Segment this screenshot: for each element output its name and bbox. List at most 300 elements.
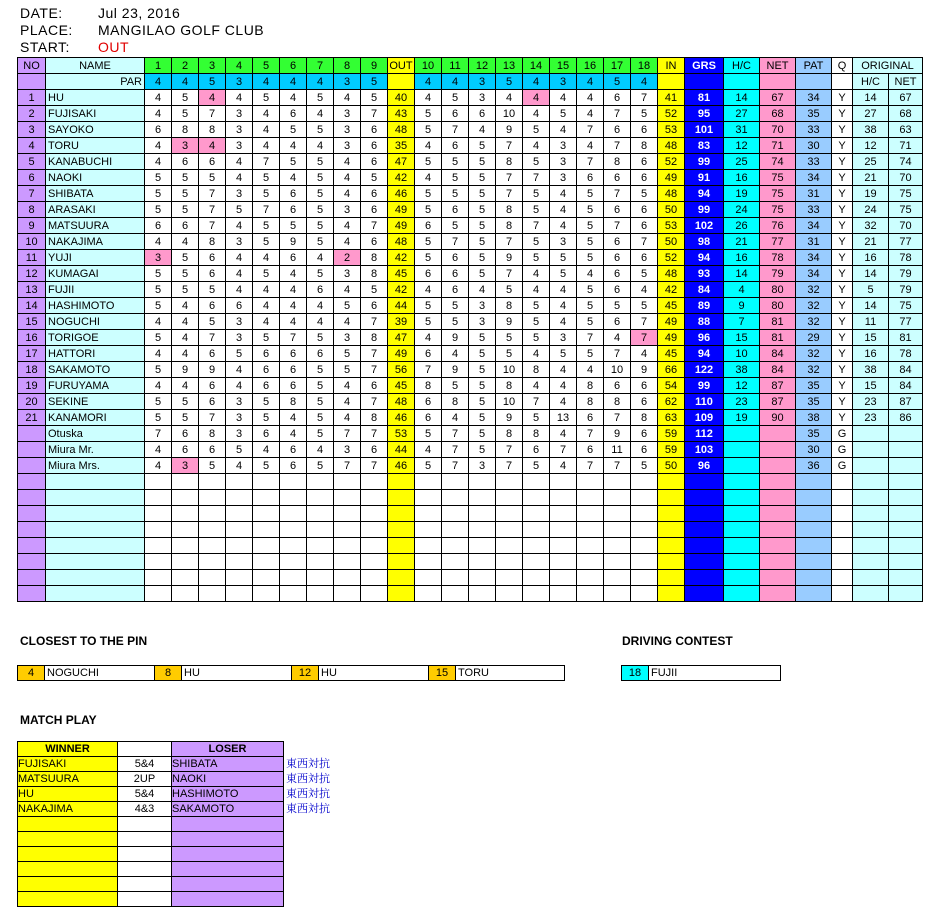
net-score	[760, 538, 796, 554]
match-loser: NAOKI	[172, 772, 284, 787]
hole-score: 7	[577, 458, 604, 474]
hole-score: 4	[334, 282, 361, 298]
match-result	[118, 892, 172, 907]
hole-score	[631, 586, 658, 602]
in-total: 59	[658, 426, 685, 442]
hole-score: 5	[577, 218, 604, 234]
hole-score	[334, 506, 361, 522]
closest-name: HU	[182, 666, 292, 680]
hole-header: 2	[172, 58, 199, 74]
hole-score	[631, 506, 658, 522]
match-note	[284, 847, 354, 862]
hole-header: 11	[442, 58, 469, 74]
hole-score: 11	[604, 442, 631, 458]
out-total: 49	[388, 202, 415, 218]
hole-score	[253, 490, 280, 506]
driving-title: DRIVING CONTEST	[622, 634, 733, 648]
net-score	[760, 522, 796, 538]
hole-score: 3	[334, 442, 361, 458]
original-hc: 16	[853, 250, 889, 266]
in-total: 49	[658, 330, 685, 346]
match-result: 4&3	[118, 802, 172, 817]
player-name: NAOKI	[46, 170, 145, 186]
hole-score: 7	[199, 186, 226, 202]
match-result	[118, 817, 172, 832]
par-in-cell	[658, 74, 685, 90]
qualifier: Y	[832, 170, 853, 186]
hole-score: 3	[226, 186, 253, 202]
hole-header: 14	[523, 58, 550, 74]
player-no: 10	[18, 234, 46, 250]
hole-score: 7	[577, 122, 604, 138]
hole-score: 5	[523, 122, 550, 138]
match-row	[18, 817, 354, 832]
hole-score: 8	[496, 154, 523, 170]
match-result: 5&4	[118, 787, 172, 802]
handicap: 31	[724, 122, 760, 138]
hole-score: 5	[361, 90, 388, 106]
hole-score: 5	[415, 186, 442, 202]
par-cell: 3	[469, 74, 496, 90]
hole-score: 5	[442, 170, 469, 186]
match-loser	[172, 862, 284, 877]
hole-score: 5	[523, 410, 550, 426]
hole-score: 7	[361, 106, 388, 122]
hole-score: 6	[145, 218, 172, 234]
hole-score: 3	[550, 138, 577, 154]
hole-score	[280, 538, 307, 554]
hole-score: 6	[631, 378, 658, 394]
original-net	[889, 442, 923, 458]
hole-score: 5	[172, 90, 199, 106]
qualifier: Y	[832, 282, 853, 298]
match-row	[18, 757, 354, 772]
hole-score	[145, 522, 172, 538]
hole-score: 4	[253, 250, 280, 266]
hole-score: 8	[496, 426, 523, 442]
original-hc: 19	[853, 186, 889, 202]
hole-score: 6	[604, 202, 631, 218]
out-total: 47	[388, 154, 415, 170]
original-net	[889, 426, 923, 442]
hole-score	[253, 586, 280, 602]
hole-score: 3	[469, 298, 496, 314]
match-row	[18, 787, 354, 802]
hole-score: 8	[523, 362, 550, 378]
hole-score: 3	[550, 234, 577, 250]
hole-score	[442, 506, 469, 522]
hole-score: 5	[307, 410, 334, 426]
net-score: 75	[760, 186, 796, 202]
hole-score: 4	[334, 186, 361, 202]
hole-score: 5	[469, 138, 496, 154]
hole-score: 6	[199, 298, 226, 314]
hole-score: 6	[604, 314, 631, 330]
in-total: 63	[658, 410, 685, 426]
hole-score	[550, 474, 577, 490]
hole-score: 6	[604, 90, 631, 106]
hole-score: 9	[172, 362, 199, 378]
hole-score	[604, 490, 631, 506]
in-total: 54	[658, 378, 685, 394]
hole-score: 6	[604, 378, 631, 394]
hole-score: 4	[577, 138, 604, 154]
hole-score: 4	[199, 138, 226, 154]
hole-score: 5	[550, 346, 577, 362]
closest-title: CLOSEST TO THE PIN	[20, 634, 148, 648]
hole-score: 6	[361, 154, 388, 170]
match-note	[284, 892, 354, 907]
hole-score: 3	[226, 234, 253, 250]
player-row	[18, 122, 923, 138]
handicap	[724, 538, 760, 554]
out-total: 49	[388, 346, 415, 362]
hole-score: 4	[631, 282, 658, 298]
match-loser: HASHIMOTO	[172, 787, 284, 802]
hole-score: 4	[172, 330, 199, 346]
qualifier	[832, 586, 853, 602]
hole-score	[334, 554, 361, 570]
hole-score: 5	[469, 394, 496, 410]
handicap	[724, 506, 760, 522]
putts: 32	[796, 362, 832, 378]
in-total: 41	[658, 90, 685, 106]
match-loser	[172, 832, 284, 847]
putts: 31	[796, 186, 832, 202]
hole-score	[172, 522, 199, 538]
driving-name: FUJII	[651, 667, 678, 679]
hole-score: 6	[604, 234, 631, 250]
player-name	[46, 506, 145, 522]
hole-score: 8	[442, 394, 469, 410]
handicap: 24	[724, 202, 760, 218]
out-total	[388, 554, 415, 570]
hole-score: 3	[226, 394, 253, 410]
hole-score: 5	[361, 170, 388, 186]
hole-score: 6	[226, 298, 253, 314]
player-no: 2	[18, 106, 46, 122]
hole-score: 4	[496, 90, 523, 106]
par-cell: 4	[577, 74, 604, 90]
gross-score: 88	[685, 314, 724, 330]
hole-score: 9	[604, 426, 631, 442]
par-cell: 4	[145, 74, 172, 90]
hole-score: 6	[280, 106, 307, 122]
hole-score: 5	[253, 458, 280, 474]
hole-score: 6	[604, 250, 631, 266]
hole-score	[334, 490, 361, 506]
gross-score: 84	[685, 282, 724, 298]
hole-score	[199, 570, 226, 586]
hole-header: 3	[199, 58, 226, 74]
hole-score: 5	[415, 122, 442, 138]
player-row	[18, 202, 923, 218]
hole-score	[577, 554, 604, 570]
original-hc	[853, 442, 889, 458]
date-label: DATE:	[20, 5, 63, 21]
original-net: 71	[889, 138, 923, 154]
hole-score: 5	[199, 282, 226, 298]
hole-score: 6	[415, 346, 442, 362]
qualifier	[832, 554, 853, 570]
handicap: 16	[724, 170, 760, 186]
hole-score: 5	[523, 234, 550, 250]
hole-score: 5	[226, 346, 253, 362]
player-name	[46, 538, 145, 554]
handicap: 19	[724, 186, 760, 202]
hole-score	[496, 538, 523, 554]
out-total: 46	[388, 458, 415, 474]
original-net: 70	[889, 170, 923, 186]
start-line	[20, 39, 129, 56]
scorecard-table	[17, 57, 923, 602]
hole-score: 5	[145, 282, 172, 298]
hole-score	[199, 474, 226, 490]
handicap: 25	[724, 154, 760, 170]
hole-score	[577, 586, 604, 602]
hole-header: 16	[577, 58, 604, 74]
hole-score: 3	[226, 122, 253, 138]
player-row	[18, 170, 923, 186]
out-total: 44	[388, 442, 415, 458]
hole-score	[307, 570, 334, 586]
player-row	[18, 282, 923, 298]
hole-score: 4	[226, 362, 253, 378]
out-total	[388, 586, 415, 602]
hole-score	[577, 490, 604, 506]
hole-score: 13	[550, 410, 577, 426]
hole-score: 4	[415, 90, 442, 106]
net-score: 90	[760, 410, 796, 426]
hole-score	[361, 570, 388, 586]
hole-score: 9	[631, 362, 658, 378]
hole-score: 4	[145, 442, 172, 458]
net-score: 87	[760, 394, 796, 410]
original-hc	[853, 458, 889, 474]
hole-header: 9	[361, 58, 388, 74]
hole-score: 4	[334, 218, 361, 234]
in-total: 48	[658, 266, 685, 282]
closest-name: TORU	[458, 667, 489, 679]
out-total: 48	[388, 234, 415, 250]
hole-score	[442, 554, 469, 570]
gross-score: 95	[685, 106, 724, 122]
in-total	[658, 570, 685, 586]
hole-score	[226, 538, 253, 554]
match-loser	[172, 817, 284, 832]
hole-score	[415, 538, 442, 554]
date-line	[20, 5, 180, 22]
in-total	[658, 586, 685, 602]
hole-score	[577, 506, 604, 522]
hole-score: 6	[415, 410, 442, 426]
hole-score: 4	[550, 218, 577, 234]
hole-score: 10	[496, 106, 523, 122]
hole-score: 7	[577, 154, 604, 170]
hole-score: 6	[361, 298, 388, 314]
qualifier: G	[832, 426, 853, 442]
hole-score: 6	[361, 234, 388, 250]
hole-score	[307, 586, 334, 602]
putts	[796, 522, 832, 538]
out-total: 42	[388, 170, 415, 186]
col-grs-header: GRS	[685, 58, 724, 74]
hole-score: 3	[226, 106, 253, 122]
hole-score: 4	[334, 90, 361, 106]
hole-score: 6	[172, 442, 199, 458]
gross-score: 96	[685, 330, 724, 346]
match-winner: FUJISAKI	[18, 757, 118, 772]
hole-score	[496, 554, 523, 570]
player-no	[18, 538, 46, 554]
col-in-header: IN	[658, 58, 685, 74]
match-loser	[172, 877, 284, 892]
hole-score: 8	[496, 218, 523, 234]
hole-score	[253, 538, 280, 554]
hole-score: 4	[334, 154, 361, 170]
gross-score	[685, 586, 724, 602]
original-net: 79	[889, 282, 923, 298]
hole-score: 5	[307, 330, 334, 346]
hole-score: 7	[523, 170, 550, 186]
match-row	[18, 832, 354, 847]
hole-score: 5	[334, 346, 361, 362]
hole-score: 5	[307, 266, 334, 282]
col-out-header: OUT	[389, 59, 413, 72]
hole-score: 8	[361, 266, 388, 282]
hole-score: 7	[361, 458, 388, 474]
player-name: SAYOKO	[46, 122, 145, 138]
hole-score: 7	[496, 458, 523, 474]
par-cell: 5	[199, 74, 226, 90]
hole-score: 9	[496, 122, 523, 138]
match-result	[118, 832, 172, 847]
hole-score	[415, 522, 442, 538]
original-net: 84	[889, 378, 923, 394]
par-cell: 4	[307, 74, 334, 90]
hole-score: 4	[604, 330, 631, 346]
hole-score: 4	[577, 362, 604, 378]
in-total	[658, 506, 685, 522]
net-score	[760, 458, 796, 474]
hole-score: 6	[280, 186, 307, 202]
col-name-header: NAME	[46, 58, 145, 74]
out-total: 48	[388, 122, 415, 138]
hole-score: 4	[550, 458, 577, 474]
hole-score: 5	[631, 186, 658, 202]
hole-score: 4	[631, 346, 658, 362]
hole-score: 4	[550, 394, 577, 410]
putts: 29	[796, 330, 832, 346]
hole-score	[523, 474, 550, 490]
original-hc: 24	[853, 202, 889, 218]
qualifier	[832, 506, 853, 522]
hole-score	[280, 506, 307, 522]
player-row	[18, 490, 923, 506]
hole-score: 5	[253, 234, 280, 250]
player-row	[18, 506, 923, 522]
hole-score: 3	[550, 330, 577, 346]
hole-score	[172, 586, 199, 602]
hole-header: 8	[334, 58, 361, 74]
net-score	[760, 490, 796, 506]
hole-score	[631, 554, 658, 570]
original-hc	[853, 586, 889, 602]
player-name: TORU	[46, 138, 145, 154]
closest-row	[17, 665, 565, 681]
hole-score: 8	[496, 378, 523, 394]
hole-score: 4	[550, 426, 577, 442]
hole-score: 5	[496, 346, 523, 362]
hole-score	[145, 490, 172, 506]
player-name	[46, 586, 145, 602]
hole-score: 5	[469, 170, 496, 186]
original-hc	[853, 490, 889, 506]
original-net: 70	[889, 218, 923, 234]
hole-score: 5	[523, 314, 550, 330]
match-result	[118, 877, 172, 892]
hole-header: 6	[280, 58, 307, 74]
hole-score: 4	[307, 106, 334, 122]
hole-score: 7	[631, 90, 658, 106]
hole-score: 5	[415, 298, 442, 314]
in-total: 52	[658, 106, 685, 122]
hole-score: 7	[631, 330, 658, 346]
in-total: 49	[658, 314, 685, 330]
hole-score	[550, 506, 577, 522]
hole-score	[307, 490, 334, 506]
hole-score: 5	[334, 362, 361, 378]
hole-score: 6	[631, 202, 658, 218]
par-cell: 5	[361, 74, 388, 90]
gross-score: 93	[685, 266, 724, 282]
qualifier: G	[832, 458, 853, 474]
hole-score: 4	[172, 314, 199, 330]
original-hc: 12	[853, 138, 889, 154]
putts: 36	[796, 458, 832, 474]
hole-score: 5	[199, 458, 226, 474]
in-total: 50	[658, 458, 685, 474]
player-row	[18, 106, 923, 122]
gross-score	[685, 538, 724, 554]
handicap: 27	[724, 106, 760, 122]
original-hc	[853, 426, 889, 442]
hole-score: 6	[172, 154, 199, 170]
col-hc-header: H/C	[724, 58, 760, 74]
player-no	[18, 554, 46, 570]
hole-score	[496, 490, 523, 506]
hole-score: 5	[577, 282, 604, 298]
hole-score: 5	[226, 442, 253, 458]
hole-score	[172, 474, 199, 490]
hole-header: 7	[307, 58, 334, 74]
player-no: 21	[18, 410, 46, 426]
hole-score	[361, 538, 388, 554]
match-row	[18, 802, 354, 817]
out-total	[388, 570, 415, 586]
hole-score: 5	[631, 298, 658, 314]
hole-score	[469, 586, 496, 602]
player-row	[18, 570, 923, 586]
qualifier: Y	[832, 202, 853, 218]
hole-score: 5	[145, 330, 172, 346]
hole-score: 7	[604, 458, 631, 474]
handicap: 23	[724, 394, 760, 410]
hole-score: 5	[253, 90, 280, 106]
par-grs-cell	[685, 74, 724, 90]
hole-score	[604, 506, 631, 522]
handicap: 12	[724, 138, 760, 154]
